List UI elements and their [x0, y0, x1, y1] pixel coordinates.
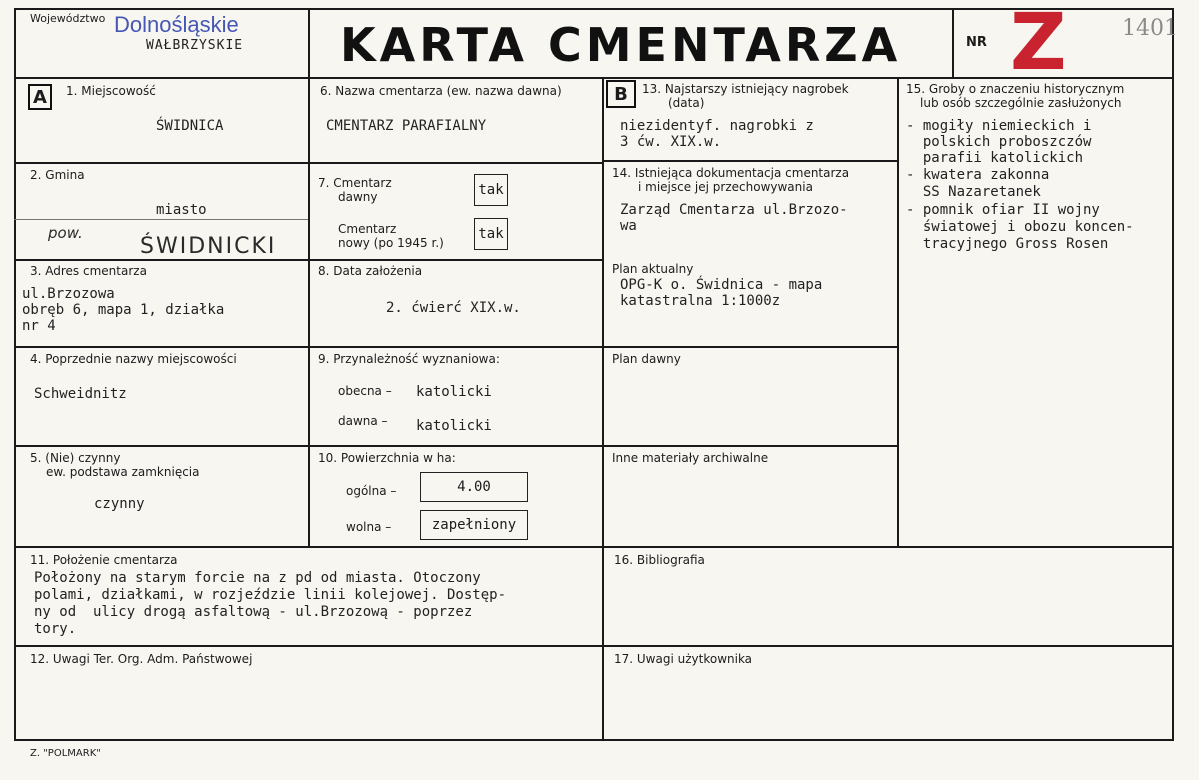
field-2-label: 2. Gmina: [30, 168, 85, 182]
plan-aktualny-label: Plan aktualny: [612, 262, 694, 276]
field-14-label: 14. Istniejąca dokumentacja cmentarza: [612, 166, 850, 180]
frame-left: [14, 8, 16, 740]
field-10-label: 10. Powierzchnia w ha:: [318, 451, 456, 465]
field-14-sublabel: i miejsce jej przechowywania: [638, 180, 813, 194]
field-9-dawna-label: dawna –: [338, 414, 388, 428]
b-row-line-1: [602, 160, 898, 162]
field-2-pow-label: pow.: [48, 224, 83, 242]
card-title: KARTA CMENTARZA: [340, 18, 902, 72]
frame-right: [1172, 8, 1174, 740]
field-11-line-3: ny od ulicy drogą asfaltową - ul.Brzozową - poprzez: [34, 604, 473, 620]
row-line-1: [14, 162, 604, 164]
field-5-sublabel: ew. podstawa zamknięcia: [46, 465, 200, 479]
field-3-line-2: obręb 6, mapa 1, działka: [22, 302, 225, 318]
row-line-4: [14, 445, 604, 447]
field-11-line-1: Położony na starym forcie na z pd od miasta. Otoczony: [34, 570, 481, 586]
wojewodztwo-label: Województwo: [30, 12, 106, 25]
field-15-line-1: - mogiły niemieckich i: [906, 118, 1092, 134]
field-9-dawna-value: katolicki: [416, 418, 492, 434]
nr-value: Z: [1010, 0, 1067, 88]
field-4-label: 4. Poprzednie nazwy miejscowości: [30, 352, 237, 366]
inne-materialy-label: Inne materiały archiwalne: [612, 451, 769, 465]
field-11-label: 11. Położenie cmentarza: [30, 553, 178, 567]
field-7-dawny-box: tak: [474, 174, 508, 206]
plan-aktualny-line-1: OPG-K o. Świdnica - mapa: [620, 277, 823, 293]
field-12-label: 12. Uwagi Ter. Org. Adm. Państwowej: [30, 652, 253, 666]
row-line-6: [14, 645, 1174, 647]
plan-aktualny-line-2: katastralna 1:1000z: [620, 293, 781, 309]
frame-bottom: [14, 739, 1174, 741]
field-9-label: 9. Przynależność wyznaniowa:: [318, 352, 500, 366]
field-3-line-3: nr 4: [22, 318, 56, 334]
field-14-line-2: wa: [620, 218, 637, 234]
frame-top: [14, 8, 1174, 10]
field-2-value: miasto: [156, 202, 207, 218]
field-8-label: 8. Data założenia: [318, 264, 423, 278]
field-6-value: CMENTARZ PARAFIALNY: [326, 118, 487, 134]
field-6-label: 6. Nazwa cmentarza (ew. nazwa dawna): [320, 84, 562, 98]
field-1-label: 1. Miejscowość: [66, 84, 156, 98]
field-3-label: 3. Adres cmentarza: [30, 264, 147, 278]
field-13-line-2: 3 ćw. XIX.w.: [620, 134, 722, 150]
col-divider-2: [602, 78, 604, 740]
wojewodztwo-stamp: Dolnośląskie: [114, 12, 239, 37]
field-2-pow-value: ŚWIDNICKI: [140, 234, 277, 259]
field-15-line-8: tracyjnego Gross Rosen: [906, 236, 1109, 252]
field-15-line-5: SS Nazaretanek: [906, 184, 1041, 200]
field-10-wolna-box: zapełniony: [420, 510, 528, 540]
nr-label: NR: [966, 35, 987, 50]
field-15-label: 15. Groby o znaczeniu historycznym: [906, 82, 1125, 96]
field-5-value: czynny: [94, 496, 145, 512]
field-17-label: 17. Uwagi użytkownika: [614, 652, 753, 666]
field-15-line-3: parafii katolickich: [906, 150, 1084, 166]
field-13-line-1: niezidentyf. nagrobki z: [620, 118, 814, 134]
field-15-line-6: - pomnik ofiar II wojny: [906, 202, 1100, 218]
field-4-value: Schweidnitz: [34, 386, 127, 402]
field-16-label: 16. Bibliografia: [614, 553, 705, 567]
col-divider-3: [897, 78, 899, 548]
field-10-ogolna-box: 4.00: [420, 472, 528, 502]
row-line-2: [14, 259, 604, 261]
field-11-line-4: tory.: [34, 621, 77, 637]
wojewodztwo-old: WAŁBRZYSKIE: [146, 38, 244, 53]
field-15-sublabel: lub osób szczególnie zasłużonych: [920, 96, 1122, 110]
row-line-gmina: [14, 219, 308, 220]
field-3-line-1: ul.Brzozowa: [22, 286, 115, 302]
field-9-obecna-value: katolicki: [416, 384, 492, 400]
header-divider: [14, 77, 1174, 79]
b-row-line-3: [602, 445, 898, 447]
field-15-line-4: - kwatera zakonna: [906, 167, 1050, 183]
field-7-dawny-sublabel: dawny: [338, 190, 378, 204]
field-10-ogolna-label: ogólna –: [346, 484, 397, 498]
field-7-nowy-box: tak: [474, 218, 508, 250]
section-b-marker: B: [606, 80, 636, 108]
field-7-nowy-label: Cmentarz: [338, 222, 397, 236]
col-divider-1: [308, 78, 310, 548]
field-14-line-1: Zarząd Cmentarza ul.Brzozo-: [620, 202, 848, 218]
pencil-number: 1401: [1122, 16, 1178, 41]
row-line-5: [14, 546, 1174, 548]
row-line-3: [14, 346, 604, 348]
field-13-label: 13. Najstarszy istniejący nagrobek: [642, 82, 849, 96]
field-7-dawny-label: 7. Cmentarz: [318, 176, 392, 190]
header-vline-1: [308, 8, 310, 78]
field-7-nowy-sublabel: nowy (po 1945 r.): [338, 236, 444, 250]
field-11-line-2: polami, działkami, w rozjeździe linii kolejowej. Dostęp-: [34, 587, 507, 603]
printer-imprint: Z. "POLMARK": [30, 748, 101, 759]
b-row-line-2: [602, 346, 898, 348]
field-10-wolna-label: wolna –: [346, 520, 392, 534]
field-15-line-2: polskich proboszczów: [906, 134, 1092, 150]
section-a-marker: A: [28, 84, 52, 110]
field-8-value: 2. ćwierć XIX.w.: [386, 300, 521, 316]
field-13-sublabel: (data): [668, 96, 705, 110]
field-1-value: ŚWIDNICA: [156, 118, 224, 134]
field-5-label: 5. (Nie) czynny: [30, 451, 121, 465]
field-15-line-7: światowej i obozu koncen-: [906, 219, 1134, 235]
field-9-obecna-label: obecna –: [338, 384, 392, 398]
plan-dawny-label: Plan dawny: [612, 352, 681, 366]
header-vline-2: [952, 8, 954, 78]
